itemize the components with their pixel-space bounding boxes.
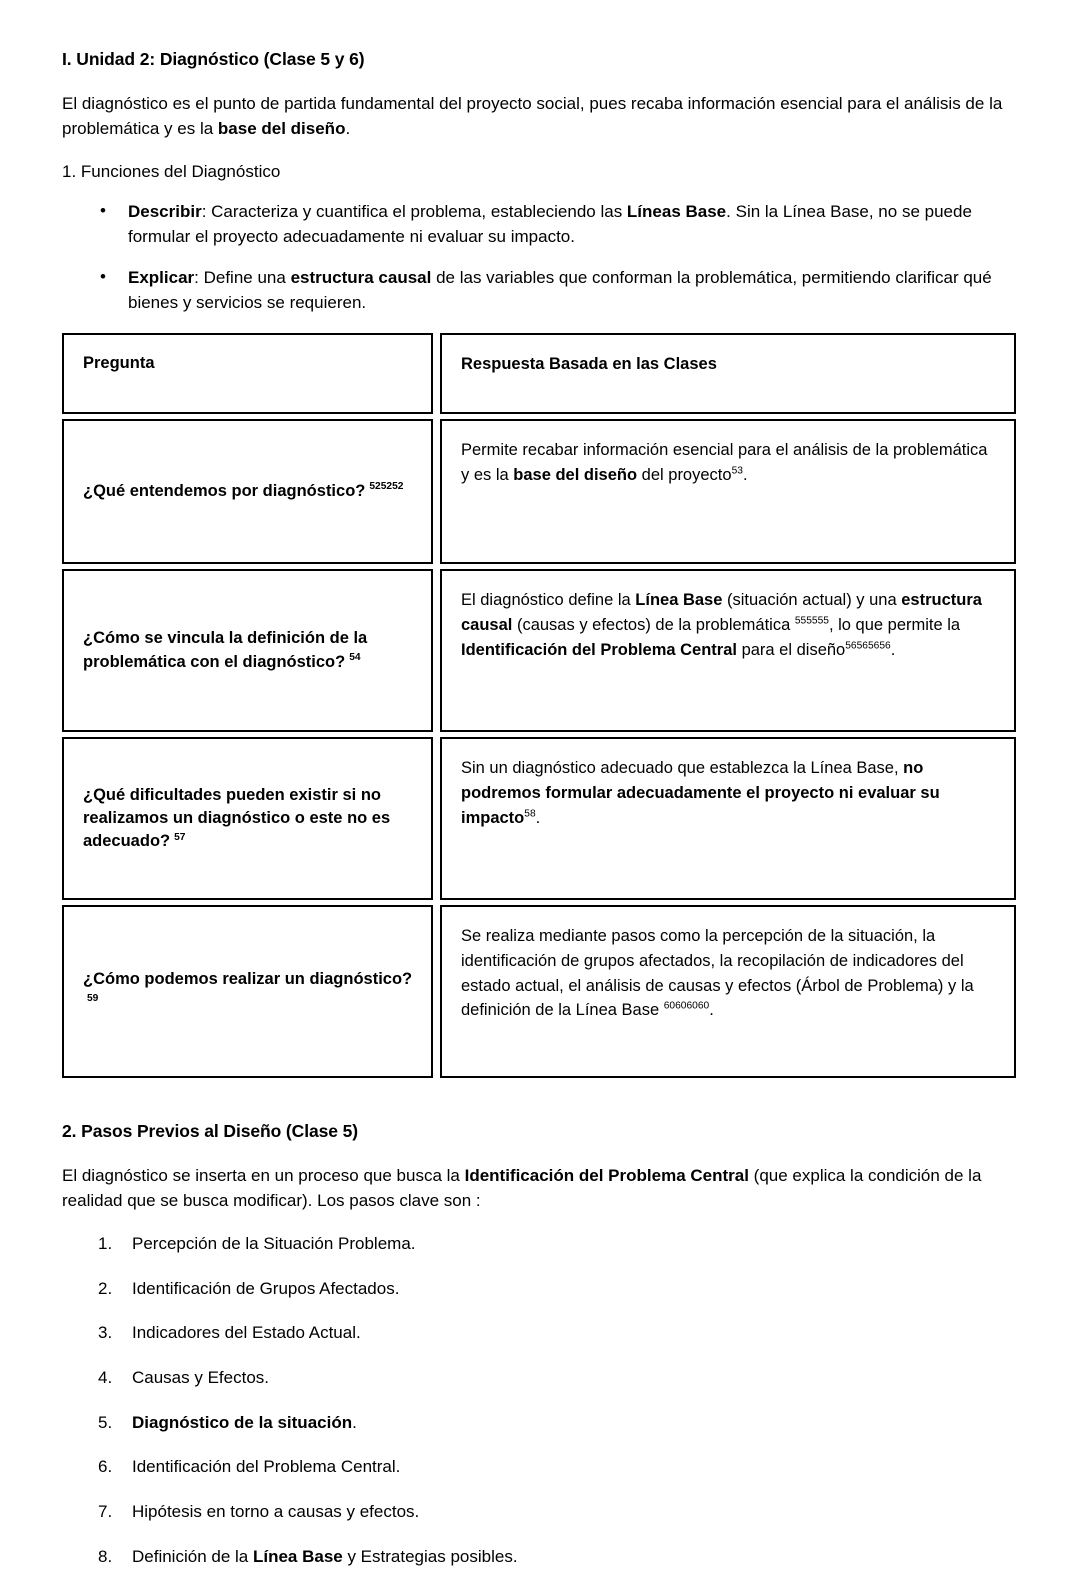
- answer-bold-b: [461, 784, 940, 827]
- intro-text-part-1: El diagnóstico es el punto de partida fundamental del proyecto social, pues recaba información esencial para el análisis de la problemática y es la: [62, 93, 1003, 138]
- section-1-heading: I. Unidad 2: Diagnóstico (Clase 5 y 6): [62, 49, 365, 69]
- step-text: Identificación del Problema Central.: [132, 1457, 401, 1477]
- column-header-pregunta: Pregunta: [62, 333, 433, 414]
- answer-footnote-ref: 53: [731, 465, 743, 477]
- intro-text-part-2: .: [345, 118, 351, 138]
- answer-footnote-ref: 58: [524, 808, 536, 820]
- list-item: [62, 1455, 1014, 1480]
- question-cell: [62, 419, 433, 564]
- step-suffix: .: [352, 1412, 357, 1432]
- question-footnote-ref: 525252: [369, 481, 404, 493]
- bullet-text-c: de las variables que conforman la problemática, permitiendo clarificar qué bienes y servicios se requieren.: [128, 267, 992, 313]
- question-text: ¿Qué entendemos por diagnóstico?: [83, 481, 366, 500]
- answer-footnote-ref: 60606060: [663, 1000, 710, 1012]
- bullet-lead-term: Describir: [128, 201, 202, 221]
- answer-text-a: Permite recabar información esencial para el análisis de la problemática y es la: [461, 441, 988, 484]
- step-bold-term: Línea Base: [252, 1546, 343, 1566]
- answer-bold-lead: no: [903, 759, 924, 778]
- bullet-bold-term: Líneas Base: [626, 201, 727, 221]
- table-row: [62, 419, 1016, 564]
- step-text: Percepción de la Situación Problema.: [132, 1234, 416, 1254]
- list-item: [62, 1500, 1014, 1525]
- step-text-bold: Diagnóstico de la situación: [132, 1412, 353, 1432]
- list-item: [62, 1232, 1014, 1257]
- column-gap: [433, 333, 440, 414]
- bullet-text-a: : Define una: [194, 267, 291, 287]
- intro-bold-term: base del diseño: [217, 118, 346, 138]
- section-2-bold-term: Identificación del Problema Central: [464, 1165, 749, 1185]
- list-item: [62, 1277, 1014, 1302]
- answer-bold-i: Identificación del Problema Central: [461, 640, 737, 659]
- question-cell: [62, 737, 433, 900]
- section-2-intro-a: El diagnóstico se inserta en un proceso que busca la: [62, 1165, 465, 1185]
- section-2-intro-paragraph: [62, 1163, 1007, 1213]
- step-text: Hipótesis en torno a causas y efectos.: [132, 1501, 420, 1521]
- list-item: [62, 199, 1014, 249]
- table-row: [62, 905, 1016, 1078]
- qa-table: [62, 333, 1016, 1078]
- question-cell: [62, 569, 433, 732]
- answer-text-a: El diagnóstico define la: [461, 591, 636, 610]
- bullet-bold-term: estructura causal: [290, 267, 432, 287]
- section-1-intro-paragraph: [62, 91, 1007, 141]
- step-text-c: y Estrategias posibles.: [342, 1546, 518, 1566]
- question-text: ¿Qué dificultades pueden existir si no realizamos un diagnóstico o este no es adecuado?: [83, 785, 391, 851]
- bullet-lead-term: Explicar: [128, 267, 195, 287]
- funciones-bullet-list: [62, 199, 1014, 316]
- answer-text-h: , lo que permite la: [828, 615, 961, 634]
- answer-bold-b: base del diseño: [513, 465, 638, 484]
- list-item: [62, 1411, 1014, 1436]
- bullet-text-c: . Sin la Línea Base, no se puede formular el proyecto adecuadamente ni evaluar su impacto.: [128, 201, 972, 246]
- section-2: [62, 1120, 1014, 1569]
- column-gap: [433, 569, 440, 732]
- question-text: ¿Cómo podemos realizar un diagnóstico?: [83, 970, 413, 989]
- column-gap: [433, 737, 440, 900]
- table-header-row: [62, 333, 1016, 414]
- step-text-a: Definición de la: [132, 1546, 253, 1566]
- column-gap: [433, 419, 440, 564]
- table-row: [62, 569, 1016, 732]
- answer-bold-b: Línea Base: [635, 591, 723, 610]
- answer-bold-body: podremos formular adecuadamente el proyecto ni evaluar su impacto: [461, 783, 940, 827]
- answer-text-c: del proyecto: [637, 465, 732, 484]
- question-footnote-ref: 59: [87, 993, 99, 1005]
- column-header-respuesta: Respuesta Basada en las Clases: [440, 333, 1016, 414]
- answer-footnote-ref: 555555: [794, 615, 829, 627]
- bullet-text-a: : Caracteriza y cuantifica el problema, estableciendo las: [201, 201, 627, 221]
- answer-text-k: .: [890, 640, 896, 659]
- section-1-subheading: 1. Funciones del Diagnóstico: [62, 161, 281, 181]
- section-2-heading: 2. Pasos Previos al Diseño (Clase 5): [62, 1121, 358, 1142]
- pasos-numbered-list: [62, 1232, 1014, 1569]
- section-2-intro-b: (que explica la condición de la realidad que se busca modificar). Los pasos clave son :: [62, 1165, 982, 1210]
- answer-cell: [440, 905, 1016, 1078]
- answer-text-d: .: [742, 465, 748, 484]
- answer-cell: [440, 419, 1016, 564]
- answer-text-d: .: [535, 808, 541, 827]
- step-text: Causas y Efectos.: [132, 1368, 270, 1388]
- question-footnote-ref: 57: [174, 831, 186, 843]
- answer-text-d: .: [709, 1001, 714, 1020]
- answer-cell: [440, 569, 1016, 732]
- list-item: [62, 265, 1014, 315]
- answer-text-j: para el diseño: [736, 640, 846, 659]
- answer-footnote-ref-2: 56565656: [845, 640, 891, 652]
- question-footnote-ref: 54: [349, 652, 361, 664]
- answer-text-a: Sin un diagnóstico adecuado que establezca la Línea Base,: [461, 759, 904, 778]
- step-text: Indicadores del Estado Actual.: [132, 1323, 361, 1343]
- list-item: [62, 1321, 1014, 1346]
- table-row: [62, 737, 1016, 900]
- list-item: [62, 1545, 1014, 1569]
- answer-cell: [440, 737, 1016, 900]
- list-item: [62, 1366, 1014, 1391]
- answer-text-c: (situación actual) y una: [722, 591, 902, 610]
- step-text: Identificación de Grupos Afectados.: [132, 1278, 400, 1298]
- answer-text-a: Se realiza mediante pasos como la percepción de la situación, la identificación de grupos afectados, la recopilación de indicadores del estado actual, el análisis de causas y efectos (Árbol de Problema) y la definición de la Línea Base: [461, 927, 974, 1020]
- question-cell: [62, 905, 433, 1078]
- answer-text-g: (causas y efectos) de la problemática: [512, 615, 795, 634]
- column-gap: [433, 905, 440, 1078]
- question-text: ¿Cómo se vincula la definición de la problemática con el diagnóstico?: [83, 629, 368, 671]
- answer-bold-f: estructura causal: [461, 591, 982, 634]
